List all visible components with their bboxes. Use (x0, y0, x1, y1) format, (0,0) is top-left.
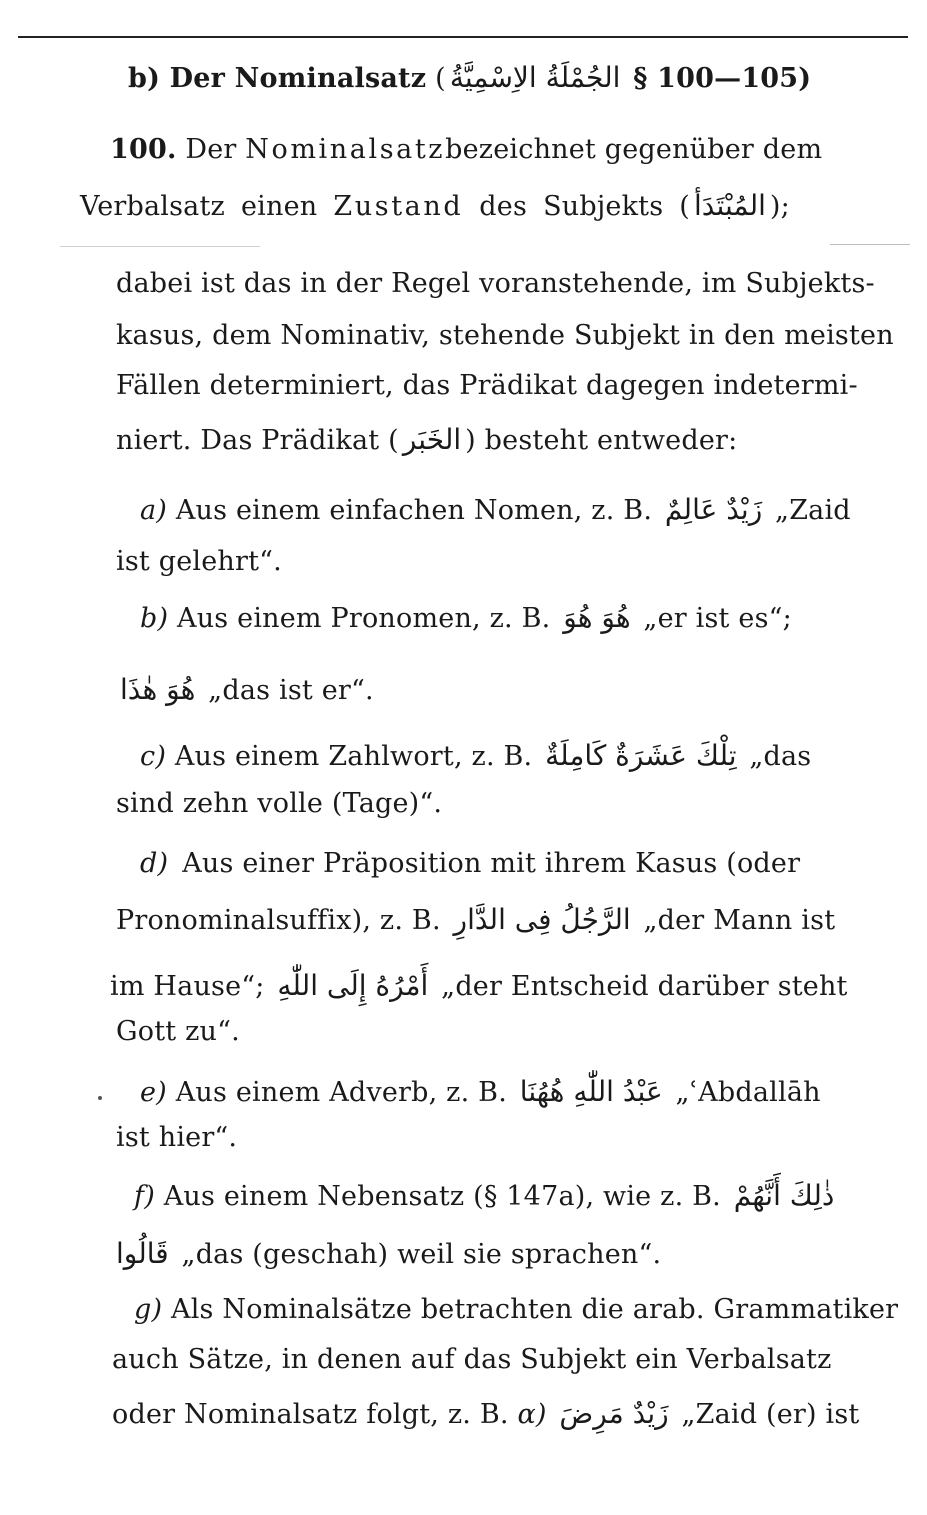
item-d-line2 (116, 903, 836, 936)
item-a-label: a) (140, 495, 168, 526)
para100-line6: niert. Das Prädikat ( الخَبَر ) besteht entweder: (116, 423, 738, 456)
word-einen: einen (241, 191, 318, 222)
item-d-line3-end: „der Entscheid darüber steht (441, 971, 848, 1002)
para100-line1: 100. Der Nominalsatz bezeichnet gegenüber dem (110, 134, 823, 165)
item-c-line1 (140, 739, 812, 772)
item-f-line1 (134, 1179, 838, 1212)
arabic-khabar: الخَبَر (402, 423, 462, 456)
para100-line5: Fällen determiniert, das Prädikat dagegen indetermi- (116, 370, 858, 401)
item-d-line3 (110, 969, 848, 1002)
heading-arabic: الجُمْلَةُ الاِسْمِيَّةُ (449, 61, 621, 94)
item-c-arabic: تِلْكَ عَشَرَةٌ كَامِلَةٌ (545, 739, 737, 772)
item-g-line3 (112, 1397, 860, 1430)
item-b-quote2: „das ist er“. (208, 675, 374, 706)
item-d-line2-start: Pronominalsuffix), z. B. (116, 905, 441, 936)
line6-end: besteht entweder: (484, 425, 738, 456)
item-b-line1 (140, 601, 792, 634)
item-b-quote: „er ist es“; (643, 603, 792, 634)
para100-line4: kasus, dem Nominativ, stehende Subjekt in den meisten (116, 320, 894, 351)
item-a-text: Aus einem einfachen Nomen, z. B. (175, 495, 653, 526)
heading-open-paren: ( (435, 63, 446, 94)
item-a-quote: „Zaid (775, 495, 851, 526)
item-c-quote: „das (749, 741, 812, 772)
item-g-alpha: α) (517, 1399, 547, 1430)
item-b-arabic: هُوَ هُوَ (563, 601, 631, 634)
item-f-line2 (112, 1237, 662, 1270)
item-f-quote: „das (geschah) weil sie sprachen“. (181, 1239, 662, 1270)
item-f-text: Aus einem Nebensatz (§ 147a), wie z. B. (163, 1181, 721, 1212)
item-a-line1 (140, 493, 851, 526)
item-f-label: f) (134, 1181, 155, 1212)
page-seam-right (830, 244, 910, 245)
item-c-label: c) (140, 741, 167, 772)
term-zustand: Zustand (333, 191, 464, 222)
item-b-line2 (116, 673, 374, 706)
item-d-text: Aus einer Präposition mit ihrem Kasus (oder (182, 848, 801, 879)
para100-line3: dabei ist das in der Regel voranstehende, im Subjekts- (116, 268, 875, 299)
item-a-line2: ist gelehrt“. (116, 546, 282, 577)
item-f-arabic: ذٰلِكَ أَنَّهُمْ (733, 1179, 835, 1212)
page-seam-left (60, 246, 260, 247)
item-f-arabic2: قَالُوا (116, 1237, 169, 1270)
item-g-label: g) (134, 1294, 163, 1325)
arabic-mubtada: المُبْتَدَأ (694, 189, 766, 222)
item-g-line1 (134, 1296, 898, 1323)
item-e-line1 (140, 1075, 821, 1108)
item-g-line2: auch Sätze, in denen auf das Subjekt ein Verbalsatz (112, 1344, 832, 1375)
item-d-line4: Gott zu“. (116, 1016, 240, 1047)
item-b-text: Aus einem Pronomen, z. B. (177, 603, 551, 634)
item-e-text: Aus einem Adverb, z. B. (175, 1077, 507, 1108)
item-b-arabic2: هُوَ هٰذَا (120, 673, 196, 706)
word-des: des (479, 191, 528, 222)
item-d-arabic2: أَمْرُهُ إِلَى اللّٰهِ (277, 969, 429, 1002)
item-a-arabic: زَيْدٌ عَالِمٌ (664, 493, 763, 526)
top-rule (18, 36, 908, 38)
item-d-label: d) (140, 848, 169, 879)
item-d-line2-end: „der Mann ist (643, 905, 836, 936)
para100-line2: Verbalsatz einen Zustand des Subjekts ( المُبْتَدَأ ); (80, 189, 790, 222)
item-g-text: Als Nominalsätze betrachten die arab. Grammatiker (171, 1294, 899, 1325)
word-subjekts: Subjekts (543, 191, 664, 222)
word-verbalsatz: Verbalsatz (80, 191, 225, 222)
para100-line1-rest: bezeichnet gegenüber dem (445, 134, 823, 165)
item-e-quote: „ʿAbdallāh (675, 1077, 821, 1108)
item-g-arabic: زَيْدٌ مَرِضَ (559, 1397, 669, 1430)
speck (98, 1096, 102, 1100)
section-heading (128, 61, 812, 94)
item-g-line3-start: oder Nominalsatz folgt, z. B. (112, 1399, 509, 1430)
item-d-arabic: الرَّجُلُ فِى الدَّارِ (453, 903, 631, 936)
item-g-line3-end: „Zaid (er) ist (681, 1399, 860, 1430)
item-c-line2: sind zehn volle (Tage)“. (116, 788, 443, 819)
heading-range: § 100—105) (633, 63, 812, 94)
item-e-arabic: عَبْدُ اللّٰهِ هُهُنَا (519, 1075, 663, 1108)
item-e-label: e) (140, 1077, 167, 1108)
term-nominalsatz: Nominalsatz (245, 134, 446, 165)
item-d-line1 (140, 850, 816, 877)
item-d-line3-start: im Hause“; (110, 971, 265, 1002)
para-number: 100. (110, 134, 177, 165)
item-e-line2: ist hier“. (116, 1122, 238, 1153)
heading-label: b) Der Nominalsatz (128, 63, 427, 94)
item-b-label: b) (140, 603, 169, 634)
item-c-text: Aus einem Zahlwort, z. B. (174, 741, 533, 772)
line6-start: niert. Das Prädikat (116, 425, 380, 456)
